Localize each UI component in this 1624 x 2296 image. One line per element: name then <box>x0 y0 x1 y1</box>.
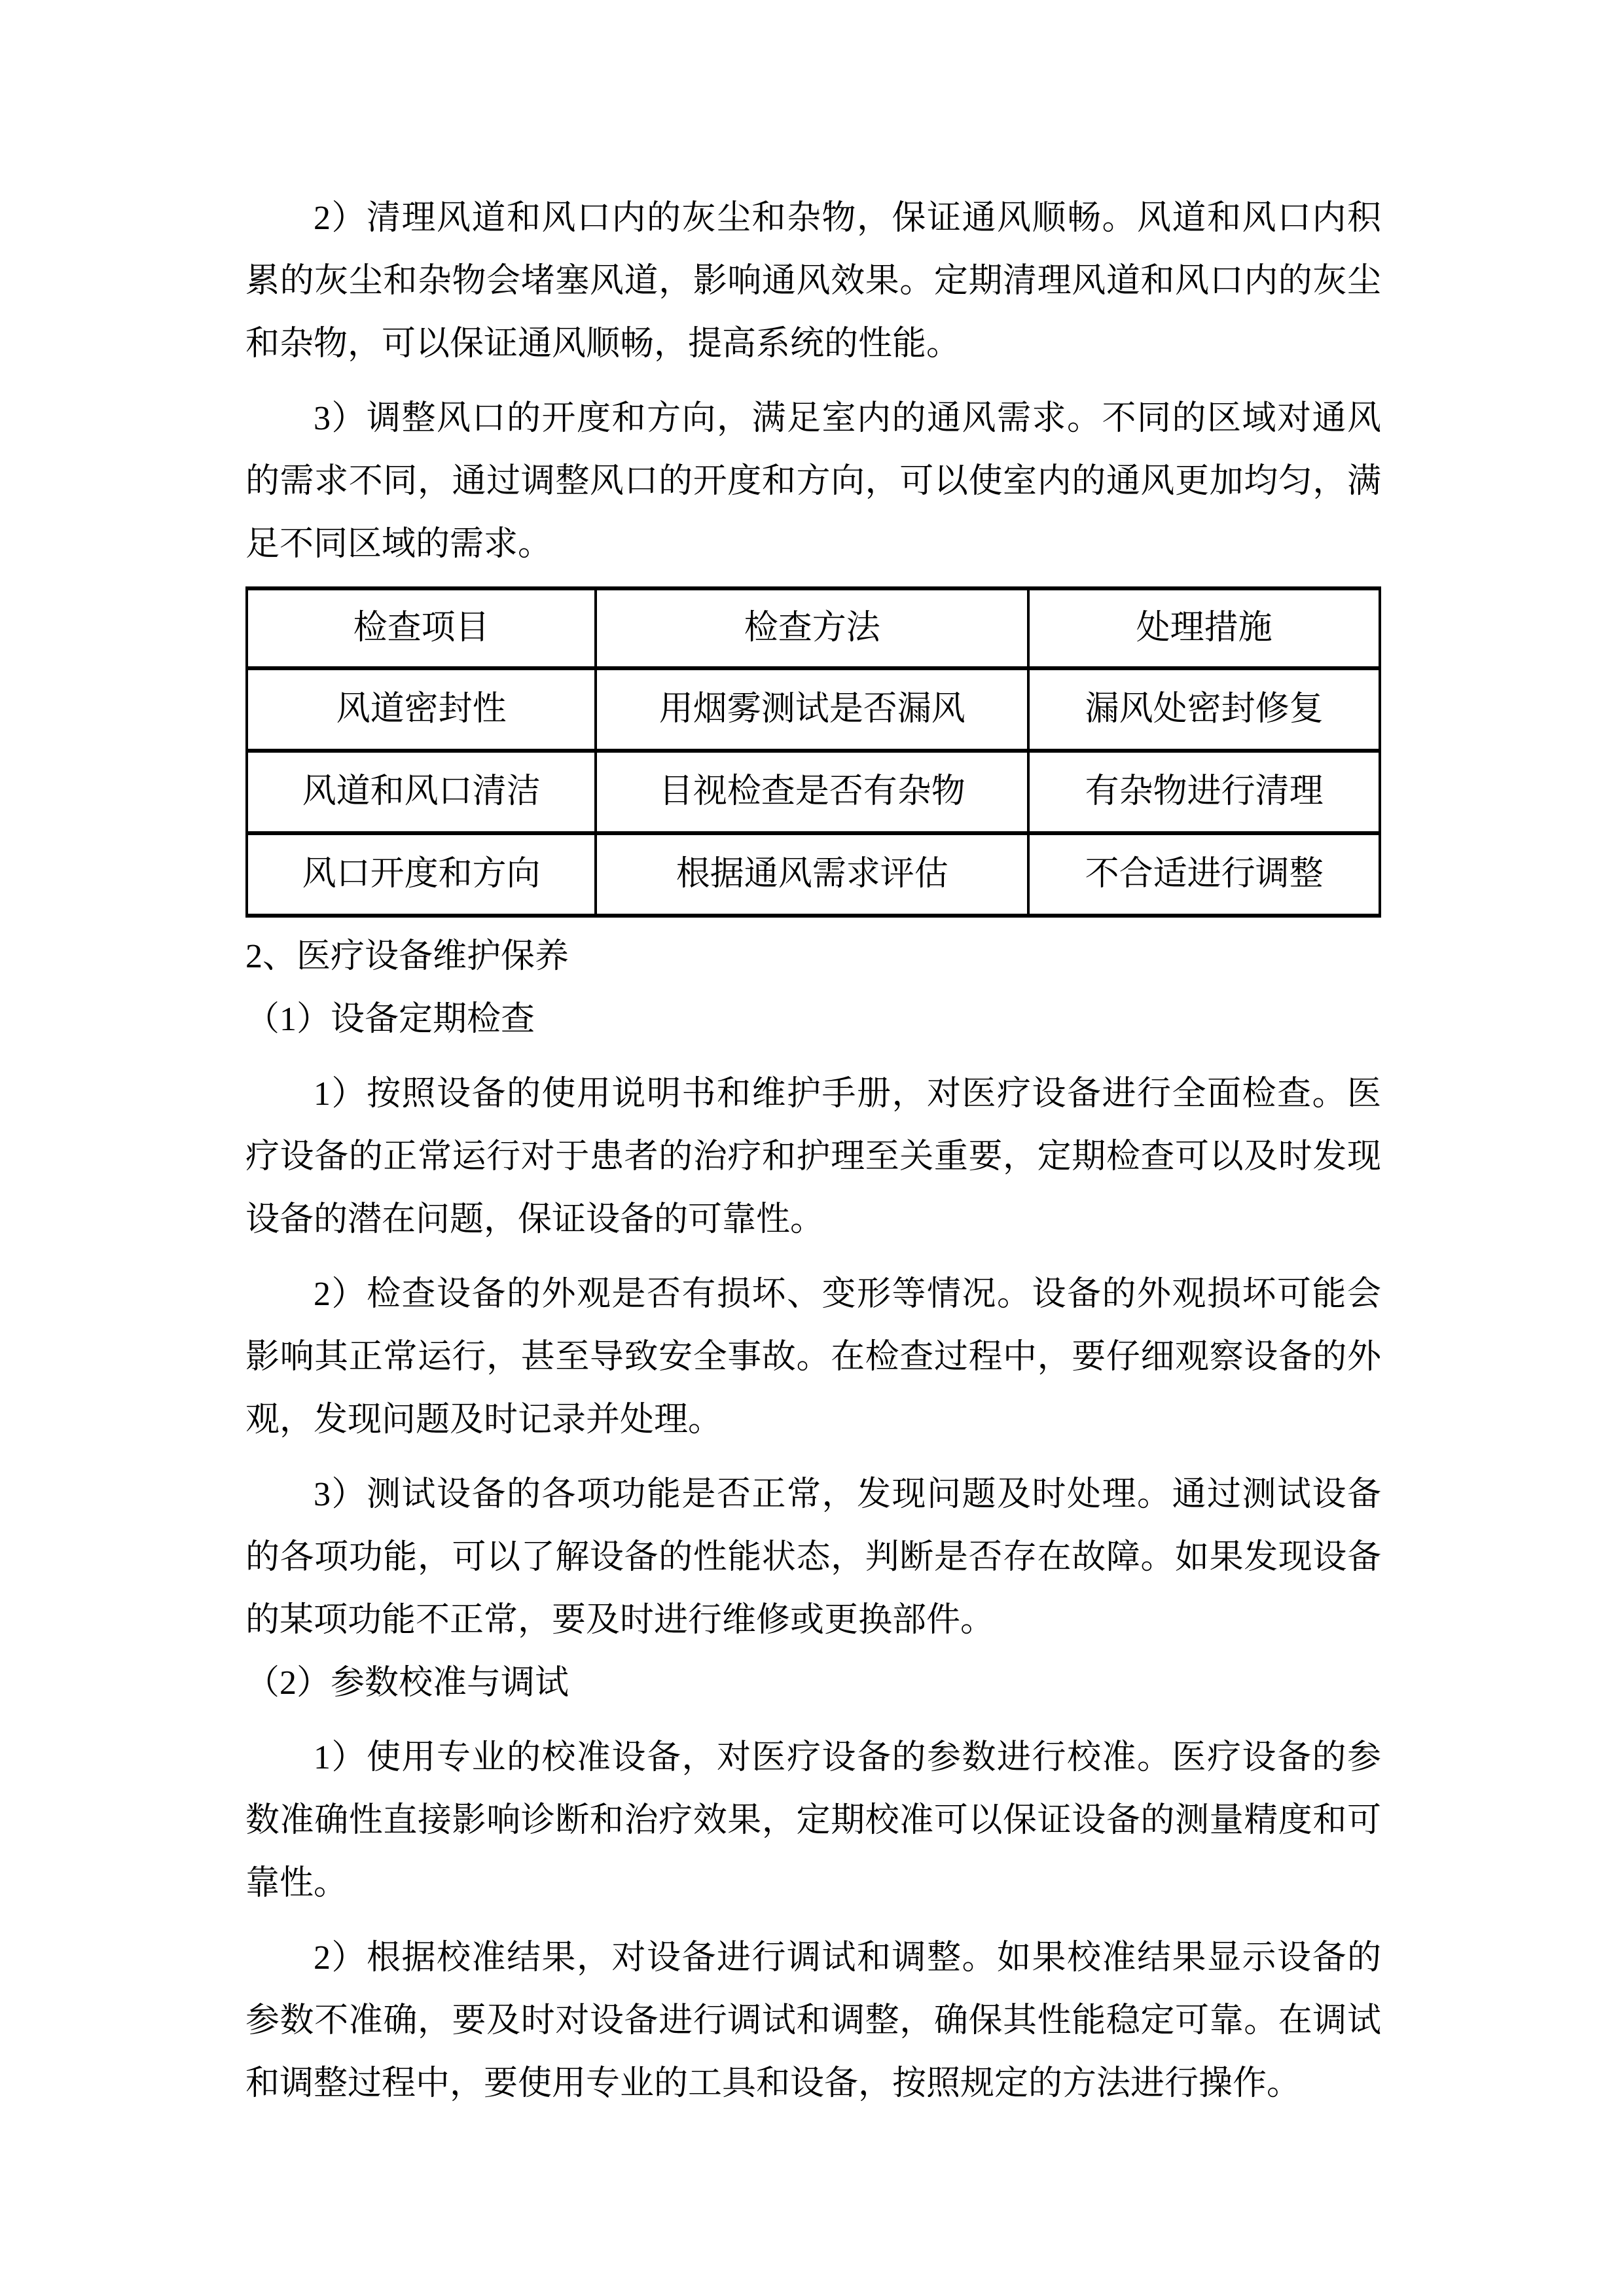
table-cell: 漏风处密封修复 <box>1028 668 1380 751</box>
table-cell: 有杂物进行清理 <box>1028 751 1380 833</box>
table-cell: 目视检查是否有杂物 <box>596 751 1028 833</box>
table-row <box>247 833 1380 916</box>
paragraph-duct-cleaning: 2）清理风道和风口内的灰尘和杂物，保证通风顺畅。风道和风口内积累的灰尘和杂物会堵塞风道，影响通风效果。定期清理风道和风口内的灰尘和杂物，可以保证通风顺畅，提高系统的性能。 <box>245 200 1381 363</box>
table-cell: 风口开度和方向 <box>247 833 596 916</box>
table-header-row <box>247 588 1380 668</box>
paragraph-inspection-manual: 1）按照设备的使用说明书和维护手册，对医疗设备进行全面检查。医疗设备的正常运行对于患者的治疗和护理至关重要，定期检查可以及时发现设备的潜在问题，保证设备的可靠性。 <box>245 1075 1381 1238</box>
table-header-item: 检查项目 <box>247 588 596 668</box>
paragraph-inspection-appearance: 2）检查设备的外观是否有损坏、变形等情况。设备的外观损坏可能会影响其正常运行，甚至导致安全事故。在检查过程中，要仔细观察设备的外观，发现问题及时记录并处理。 <box>245 1276 1381 1439</box>
table-cell: 根据通风需求评估 <box>596 833 1028 916</box>
table-row <box>247 668 1380 751</box>
table-cell: 风道密封性 <box>247 668 596 751</box>
paragraph-inspection-function: 3）测试设备的各项功能是否正常，发现问题及时处理。通过测试设备的各项功能，可以了解设备的性能状态，判断是否存在故障。如果发现设备的某项功能不正常，要及时进行维修或更换部件。 <box>245 1476 1381 1639</box>
paragraph-calibration-adjustment: 2）根据校准结果，对设备进行调试和调整。如果校准结果显示设备的参数不准确，要及时对设备进行调试和调整，确保其性能稳定可靠。在调试和调整过程中，要使用专业的工具和设备，按照规定的方法进行操作。 <box>245 1939 1381 2102</box>
table-cell: 用烟雾测试是否漏风 <box>596 668 1028 751</box>
table-header-method: 检查方法 <box>596 588 1028 668</box>
table-row <box>247 751 1380 833</box>
paragraph-vent-adjustment: 3）调整风口的开度和方向，满足室内的通风需求。不同的区域对通风的需求不同，通过调整风口的开度和方向，可以使室内的通风更加均匀，满足不同区域的需求。 <box>245 400 1381 563</box>
paragraph-calibration-equipment: 1）使用专业的校准设备，对医疗设备的参数进行校准。医疗设备的参数准确性直接影响诊断和治疗效果，定期校准可以保证设备的测量精度和可靠性。 <box>245 1739 1381 1902</box>
table-cell: 不合适进行调整 <box>1028 833 1380 916</box>
subheading-parameter-calibration: （2）参数校准与调试 <box>245 1664 569 1702</box>
table-header-action: 处理措施 <box>1028 588 1380 668</box>
inspection-table <box>245 586 1381 918</box>
heading-medical-equipment-maintenance: 2、医疗设备维护保养 <box>245 938 569 975</box>
subheading-regular-inspection: （1）设备定期检查 <box>245 1001 535 1038</box>
table-cell: 风道和风口清洁 <box>247 751 596 833</box>
